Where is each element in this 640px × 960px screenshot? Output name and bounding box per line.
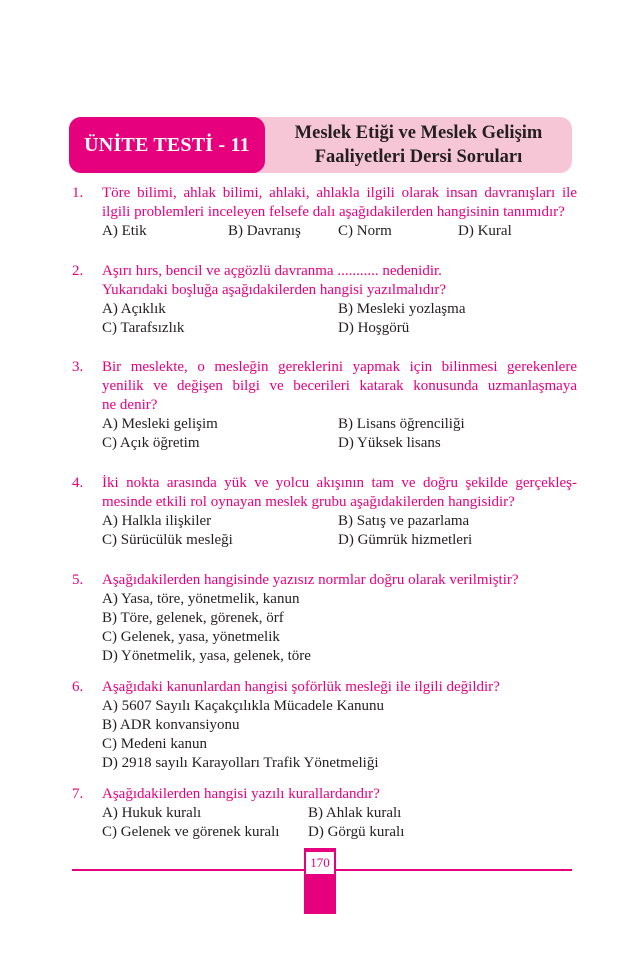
question-text — [102, 678, 577, 697]
question-4 — [72, 474, 577, 550]
question-6 — [72, 678, 577, 773]
question-text — [102, 474, 577, 512]
options — [102, 512, 577, 550]
question-text — [102, 262, 577, 300]
question-line: ilgili problemleri inceleyen felsefe dalı aşağıdakilerden hangisinin tanımıdır? — [102, 204, 565, 220]
option-b: B) Mesleki yozlaşma — [338, 301, 466, 317]
option-a: A) Mesleki gelişim — [102, 416, 218, 432]
options — [102, 415, 577, 453]
question-line: ne denir? — [102, 397, 158, 413]
question-line: Aşağıdakilerden hangisinde yazısız normlar doğru olarak verilmiştir? — [102, 572, 519, 588]
option-c: C) Sürücülük mesleği — [102, 532, 233, 548]
question-5 — [72, 571, 577, 666]
option-d: D) Gümrük hizmetleri — [338, 532, 473, 548]
option-a: A) Yasa, töre, yönetmelik, kanun — [102, 591, 300, 607]
question-number: 3. — [72, 359, 84, 375]
option-b: B) Satış ve pazarlama — [338, 513, 470, 529]
footer-rule-left — [72, 869, 304, 871]
options — [102, 222, 577, 241]
question-text — [102, 358, 577, 415]
question-line: Aşağıdaki kanunlardan hangisi şoförlük mesleği ile ilgili değildir? — [102, 679, 500, 695]
question-3 — [72, 358, 577, 453]
question-7 — [72, 785, 577, 842]
question-2 — [72, 262, 577, 338]
question-line: Aşırı hırs, bencil ve açgözlü davranma ........... nedenidir. — [102, 263, 442, 279]
question-number: 4. — [72, 475, 84, 491]
options — [102, 590, 577, 666]
option-a: A) 5607 Sayılı Kaçakçılıkla Mücadele Kanunu — [102, 698, 384, 714]
option-d: D) Görgü kuralı — [308, 824, 405, 840]
option-c: C) Gelenek, yasa, yönetmelik — [102, 629, 280, 645]
option-a: A) Etik — [102, 223, 147, 239]
question-line: Aşağıdakilerden hangisi yazılı kurallardandır? — [102, 786, 380, 802]
page-number: 170 — [306, 852, 334, 874]
footer-rule-right — [336, 869, 572, 871]
question-line: Bir meslekte, o mesleğin gereklerini yapmak için bilinmesi gerekenlere — [102, 359, 577, 375]
option-b: B) Töre, gelenek, görenek, örf — [102, 610, 284, 626]
options — [102, 804, 577, 842]
question-number: 6. — [72, 679, 84, 695]
option-c: C) Norm — [338, 223, 392, 239]
option-d: D) Yüksek lisans — [338, 435, 441, 451]
option-d: D) Hoşgörü — [338, 320, 410, 336]
question-line: mesinde etkili rol oynayan meslek grubu aşağıdakilerden hangisidir? — [102, 494, 515, 510]
option-a: A) Halkla ilişkiler — [102, 513, 212, 529]
question-line: İki nokta arasında yük ve yolcu akışının tam ve doğru şekilde gerçekleş- — [102, 475, 577, 491]
option-c: C) Tarafsızlık — [102, 320, 185, 336]
title-line-1: Meslek Etiği ve Meslek Gelişim — [294, 123, 543, 143]
option-a: A) Açıklık — [102, 301, 166, 317]
option-a: A) Hukuk kuralı — [102, 805, 202, 821]
unit-label-box — [69, 117, 265, 173]
option-d: D) Yönetmelik, yasa, gelenek, töre — [102, 648, 311, 664]
question-number: 1. — [72, 185, 84, 201]
unit-label: ÜNİTE TESTİ - 11 — [84, 133, 250, 156]
option-c: C) Gelenek ve görenek kuralı — [102, 824, 280, 840]
options — [102, 300, 577, 338]
question-text — [102, 785, 577, 804]
question-text — [102, 571, 577, 590]
option-b: B) Lisans öğrenciliği — [338, 416, 465, 432]
question-line: Yukarıdaki boşluğa aşağıdakilerden hangisi yazılmalıdır? — [102, 282, 447, 298]
question-line: Töre bilimi, ahlak bilimi, ahlaki, ahlakla ilgili olarak insan davranışları ile — [102, 185, 577, 201]
option-b: B) ADR konvansiyonu — [102, 717, 240, 733]
option-d: D) Kural — [458, 223, 512, 239]
option-d: D) 2918 sayılı Karayolları Trafik Yönetmeliği — [102, 755, 379, 771]
option-b: B) Ahlak kuralı — [308, 805, 402, 821]
page-title — [265, 118, 572, 172]
question-number: 5. — [72, 572, 84, 588]
option-c: C) Medeni kanun — [102, 736, 207, 752]
option-c: C) Açık öğretim — [102, 435, 200, 451]
option-b: B) Davranış — [228, 223, 301, 239]
question-text — [102, 184, 577, 222]
question-number: 7. — [72, 786, 84, 802]
options — [102, 697, 577, 773]
question-number: 2. — [72, 263, 84, 279]
question-line: yenilik ve değişen bilgi ve becerileri katarak konusunda uzmanlaşmaya — [102, 378, 577, 394]
title-line-2: Faaliyetleri Dersi Soruları — [314, 147, 523, 167]
question-1 — [72, 184, 577, 241]
